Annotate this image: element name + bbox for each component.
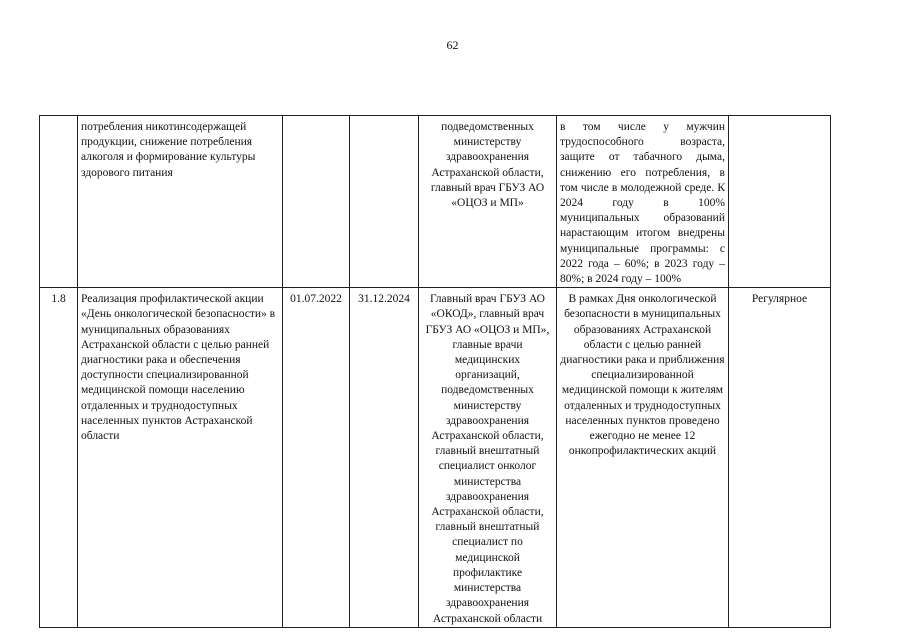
row-number: 1.8	[51, 293, 66, 306]
responsible-text: Главный врач ГБУЗ АО «ОКОД», главный врач ГБУЗ АО «ОЦОЗ и МП», главные врачи медицинских организаций, подведомственных министерству здравоохранения Астраханской области, главный внештатный специалист онколог министерства здравоохранения Астраханской области, главный внештатный специалист по медицинской профилактике министерства здравоохранения Астраханской области	[425, 293, 550, 625]
result-cell	[557, 288, 729, 627]
table-row	[40, 116, 831, 288]
event-text: потребления никотинсодержащей продукции, снижение потребления алкоголя и формирование культуры здорового питания	[81, 121, 256, 179]
end-date-cell	[350, 116, 419, 288]
start-date-cell	[283, 116, 350, 288]
type-cell	[729, 116, 831, 288]
type-cell	[729, 288, 831, 627]
result-text: в том числе у мужчин трудоспособного возраста, защите от табачного дыма, снижению его потребления, в том числе в молодежной среде. К 2024 году в 100% муниципальных образований нарастающим итогом внедрены муниципальные программы: с 2022 года – 60%; в 2023 году – 80%; в 2024 году – 100%	[560, 121, 725, 286]
event-cell	[78, 288, 283, 627]
row-number-cell	[40, 116, 78, 288]
result-text: В рамках Дня онкологической безопасности в муниципальных образованиях Астраханской области с целью ранней диагностики рака и приближения специализированной медицинской помощи к жителям отдаленных и труднодоступных населенных пунктов проведено ежегодно не менее 12 онкопрофилактических акций	[560, 293, 725, 458]
result-cell	[557, 116, 729, 288]
type-text: Регулярное	[751, 293, 808, 306]
start-date: 01.07.2022	[290, 293, 342, 306]
responsible-cell	[419, 116, 557, 288]
end-date: 31.12.2024	[358, 293, 410, 306]
row-number-cell	[40, 288, 78, 627]
end-date-cell	[350, 288, 419, 627]
plan-table	[39, 115, 831, 628]
page-number: 62	[446, 38, 459, 52]
event-text: Реализация профилактической акции «День онкологической безопасности» в муниципальных образованиях Астраханской области с целью ранней диагностики рака и обеспечения доступности специализированной медицинской помощи населению отдаленных и труднодоступных населенных пунктов Астраханской области	[81, 293, 276, 443]
event-cell	[78, 116, 283, 288]
table-row	[40, 288, 831, 627]
responsible-cell	[419, 288, 557, 627]
responsible-text: подведомственных министерству здравоохранения Астраханской области, главный врач ГБУЗ АО «ОЦОЗ и МП»	[430, 121, 545, 210]
start-date-cell	[283, 288, 350, 627]
